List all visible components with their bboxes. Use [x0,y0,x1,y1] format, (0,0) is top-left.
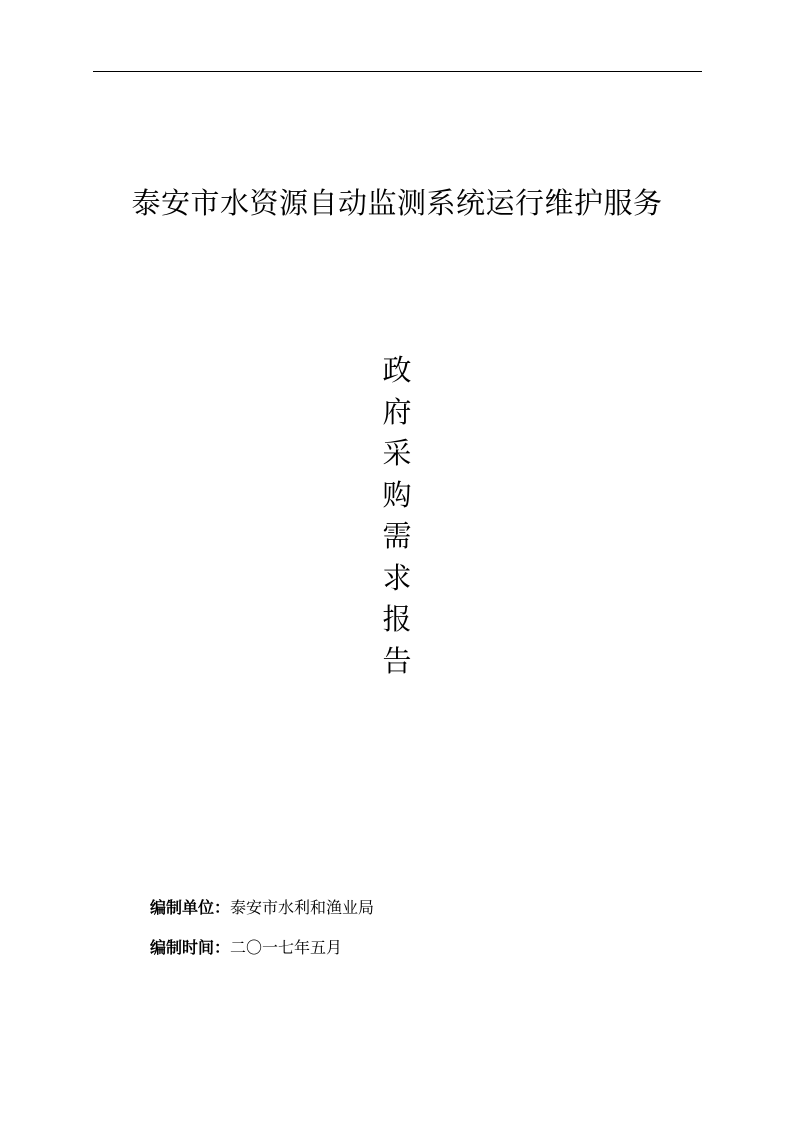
compiler-label: 编制单位： [150,898,231,917]
subtitle-char: 告 [382,643,412,678]
subtitle-char: 政 [382,353,412,387]
subtitle-char: 府 [382,394,412,429]
compile-date-line [150,936,342,960]
subtitle-char: 需 [382,519,412,553]
compile-date-label: 编制时间： [150,938,231,957]
document-title: 泰安市水资源自动监测系统运行维护服务 [131,186,663,220]
compiler-value: 泰安市水利和渔业局 [230,898,375,917]
subtitle-char: 报 [382,602,412,636]
subtitle-char: 求 [382,560,412,595]
header-rule [93,71,702,72]
vertical-subtitle [376,350,418,682]
compile-date-value: 二〇一七年五月 [230,938,343,957]
compiler-line [150,896,374,920]
subtitle-char: 购 [382,477,412,512]
subtitle-char: 采 [382,436,412,470]
